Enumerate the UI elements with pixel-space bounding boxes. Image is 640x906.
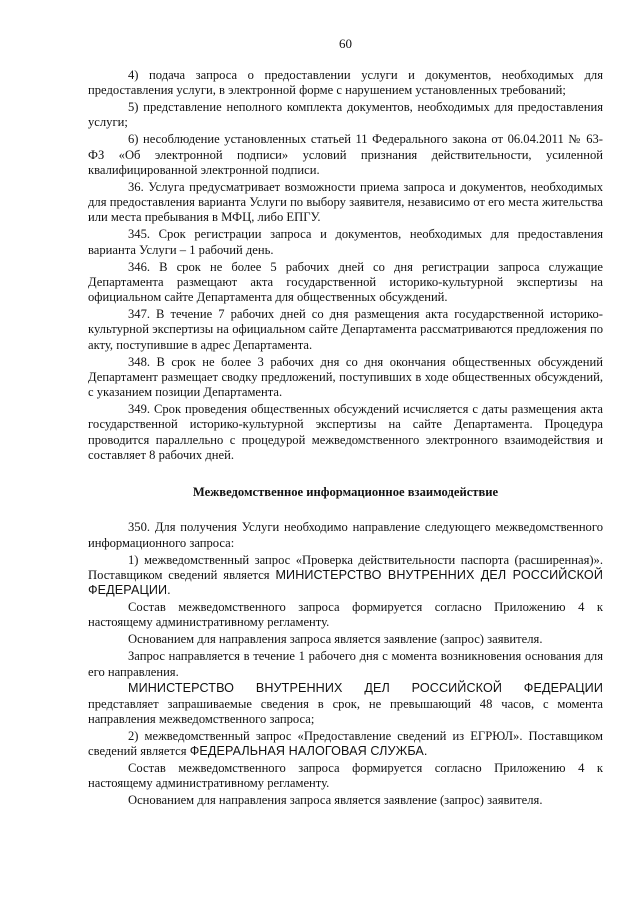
paragraph: Состав межведомственного запроса формируется согласно Приложению 4 к настоящему административному регламенту. bbox=[88, 761, 603, 791]
paragraph-request-1 bbox=[88, 553, 603, 599]
request-1-supplier: МИНИСТЕРСТВО ВНУТРЕННИХ ДЕЛ РОССИЙСКОЙ ФЕДЕРАЦИИ. bbox=[88, 567, 603, 598]
ministry-text: представляет запрашиваемые сведения в срок, не превышающий 48 часов, с момента направления межведомственного запроса; bbox=[88, 696, 603, 726]
paragraph: 348. В срок не более 3 рабочих дня со дня окончания общественных обсуждений Департамент размещает сводку предложений, поступивших в ходе общественных обсуждений, с указанием позиции Департамента. bbox=[88, 354, 603, 400]
paragraphs-bottom bbox=[88, 520, 603, 808]
paragraph: 349. Срок проведения общественных обсуждений исчисляется с даты размещения акта государственной историко-культурной экспертизы на сайте Департамента. Процедура проводится параллельно с процедурой межведомственного электронного взаимодействия и составляет 8 рабочих дней. bbox=[88, 401, 603, 462]
paragraph: 36. Услуга предусматривает возможности приема запроса и документов, необходимых для предоставления варианта Услуги по выбору заявителя, независимо от его места жительства или места пребывания в МФЦ, либо ЕПГУ. bbox=[88, 179, 603, 225]
paragraph: 5) представление неполного комплекта документов, необходимых для предоставления услуги; bbox=[88, 100, 603, 130]
paragraph: 347. В течение 7 рабочих дней со дня размещения акта государственной историко-культурной экспертизы на официальном сайте Департамента рассматриваются предложения по акту, поступившие в адрес Департамента. bbox=[88, 307, 603, 352]
paragraph: 4) подача запроса о предоставлении услуги и документов, необходимых для предоставления услуги, в электронной форме с нарушением установленных требований; bbox=[88, 68, 603, 98]
paragraph: 345. Срок регистрации запроса и документов, необходимых для предоставления варианта Услуги – 1 рабочий день. bbox=[88, 227, 603, 257]
ministry-name: МИНИСТЕРСТВО ВНУТРЕННИХ ДЕЛ РОССИЙСКОЙ ФЕДЕРАЦИИ bbox=[128, 681, 603, 696]
paragraph: 346. В срок не более 5 рабочих дней со дня регистрации запроса служащие Департамента размещают акта государственной историко-культурной экспертизы на официальном сайте Департамента для общественных обсуждений. bbox=[88, 259, 603, 305]
paragraphs-top bbox=[88, 68, 603, 463]
paragraph-request-2 bbox=[88, 729, 603, 760]
section-heading: Межведомственное информационное взаимодействие bbox=[192, 485, 499, 500]
request-2-supplier: ФЕДЕРАЛЬНАЯ НАЛОГОВАЯ СЛУЖБА. bbox=[189, 744, 428, 759]
paragraph: Состав межведомственного запроса формируется согласно Приложению 4 к настоящему административному регламенту. bbox=[88, 600, 603, 630]
paragraph: Запрос направляется в течение 1 рабочего дня с момента возникновения основания для его направления. bbox=[88, 649, 603, 679]
paragraph: 350. Для получения Услуги необходимо направление следующего межведомственного информационного запроса: bbox=[88, 520, 603, 550]
page-number: 60 bbox=[339, 36, 352, 51]
request-1-text: 1) межведомственный запрос «Проверка действительности паспорта (расширенная)». Поставщиком сведений является bbox=[88, 552, 603, 582]
paragraph: Основанием для направления запроса является заявление (запрос) заявителя. bbox=[128, 632, 543, 647]
request-2-text: 2) межведомственный запрос «Предоставление сведений из ЕГРЮЛ». Поставщиком сведений является bbox=[88, 728, 603, 759]
paragraph: 6) несоблюдение установленных статьей 11 Федерального закона от 06.04.2011 № 63-ФЗ «Об электронной подписи» условий признания действительности, усиленной квалифицированной электронной подписи. bbox=[88, 132, 603, 177]
paragraph: Основанием для направления запроса является заявление (запрос) заявителя. bbox=[128, 793, 543, 808]
paragraph-ministry bbox=[88, 681, 603, 727]
